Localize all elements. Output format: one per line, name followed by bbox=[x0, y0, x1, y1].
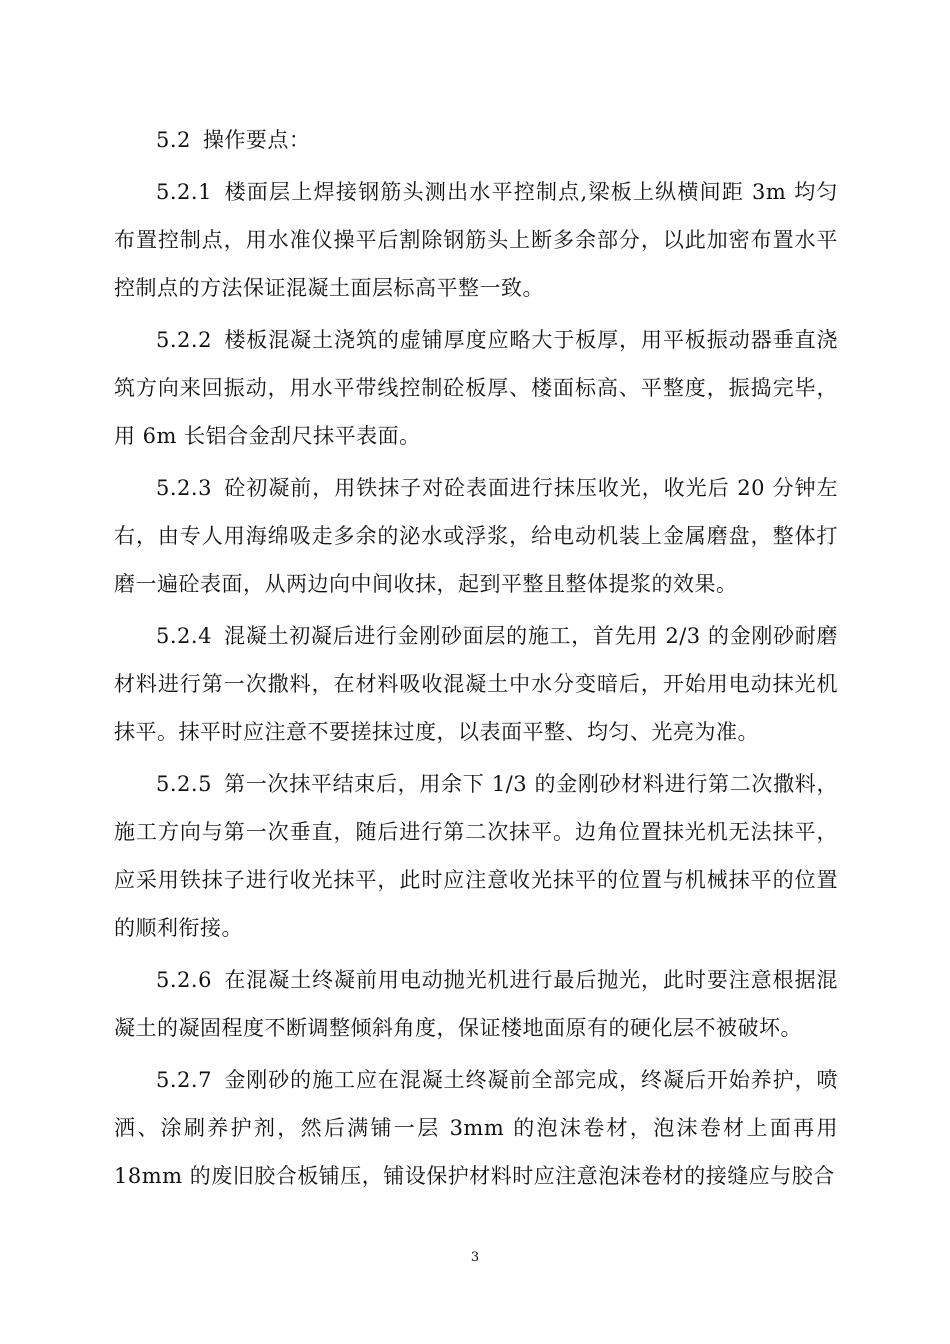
paragraph-text: 混凝土初凝后进行金刚砂面层的施工，首先用 2/3 的金刚砂耐磨材料进行第一次撒料，在材料吸收混凝土中水分变暗后，开始用电动抹光机抹平。抹平时应注意不要搓抹过度，以表面平整、均匀、光亮为准。 bbox=[114, 624, 838, 744]
paragraph-5-2-3 bbox=[114, 464, 838, 608]
section-heading bbox=[114, 116, 838, 164]
paragraph-text: 楼板混凝土浇筑的虚铺厚度应略大于板厚，用平板振动器垂直浇筑方向来回振动，用水平带线控制砼板厚、楼面标高、平整度，振捣完毕，用 6m 长铝合金刮尺抹平表面。 bbox=[114, 328, 838, 448]
paragraph-5-2-2 bbox=[114, 316, 838, 460]
paragraph-text: 楼面层上焊接钢筋头测出水平控制点,梁板上纵横间距 3m 均匀布置控制点，用水准仪操平后割除钢筋头上断多余部分，以此加密布置水平控制点的方法保证混凝土面层标高平整一致。 bbox=[114, 180, 838, 300]
paragraph-5-2-7 bbox=[114, 1056, 838, 1200]
paragraph-number: 5.2.6 bbox=[156, 968, 212, 992]
paragraph-number: 5.2.1 bbox=[156, 180, 212, 204]
paragraph-number: 5.2.3 bbox=[156, 476, 212, 500]
section-number: 5.2 bbox=[156, 128, 191, 152]
paragraph-text: 第一次抹平结束后，用余下 1/3 的金刚砂材料进行第二次撒料，施工方向与第一次垂直，随后进行第二次抹平。边角位置抹光机无法抹平，应采用铁抹子进行收光抹平，此时应注意收光抹平的位置与机械抹平的位置的顺利衔接。 bbox=[114, 772, 838, 940]
paragraph-text: 在混凝土终凝前用电动抛光机进行最后抛光，此时要注意根据混凝土的凝固程度不断调整倾斜角度，保证楼地面原有的硬化层不被破坏。 bbox=[114, 968, 838, 1040]
document-body bbox=[114, 116, 838, 1204]
paragraph-5-2-4 bbox=[114, 612, 838, 756]
paragraph-number: 5.2.7 bbox=[156, 1068, 212, 1092]
paragraph-5-2-5 bbox=[114, 760, 838, 952]
paragraph-number: 5.2.5 bbox=[156, 772, 212, 796]
section-title: 操作要点： bbox=[202, 128, 311, 152]
page-number: 3 bbox=[470, 1250, 480, 1265]
paragraph-text: 砼初凝前，用铁抹子对砼表面进行抹压收光，收光后 20 分钟左右，由专人用海绵吸走多余的泌水或浮浆，给电动机装上金属磨盘，整体打磨一遍砼表面，从两边向中间收抹，起到平整且整体提浆的效果。 bbox=[114, 476, 838, 596]
paragraph-number: 5.2.2 bbox=[156, 328, 212, 352]
paragraph-number: 5.2.4 bbox=[156, 624, 212, 648]
paragraph-5-2-1 bbox=[114, 168, 838, 312]
paragraph-text: 金刚砂的施工应在混凝土终凝前全部完成，终凝后开始养护，喷洒、涂刷养护剂，然后满铺一层 3mm 的泡沫卷材，泡沫卷材上面再用 18mm 的废旧胶合板铺压，铺设保护材料时应注意泡沫卷材的接缝应与胶合 bbox=[114, 1068, 838, 1188]
paragraph-5-2-6 bbox=[114, 956, 838, 1052]
